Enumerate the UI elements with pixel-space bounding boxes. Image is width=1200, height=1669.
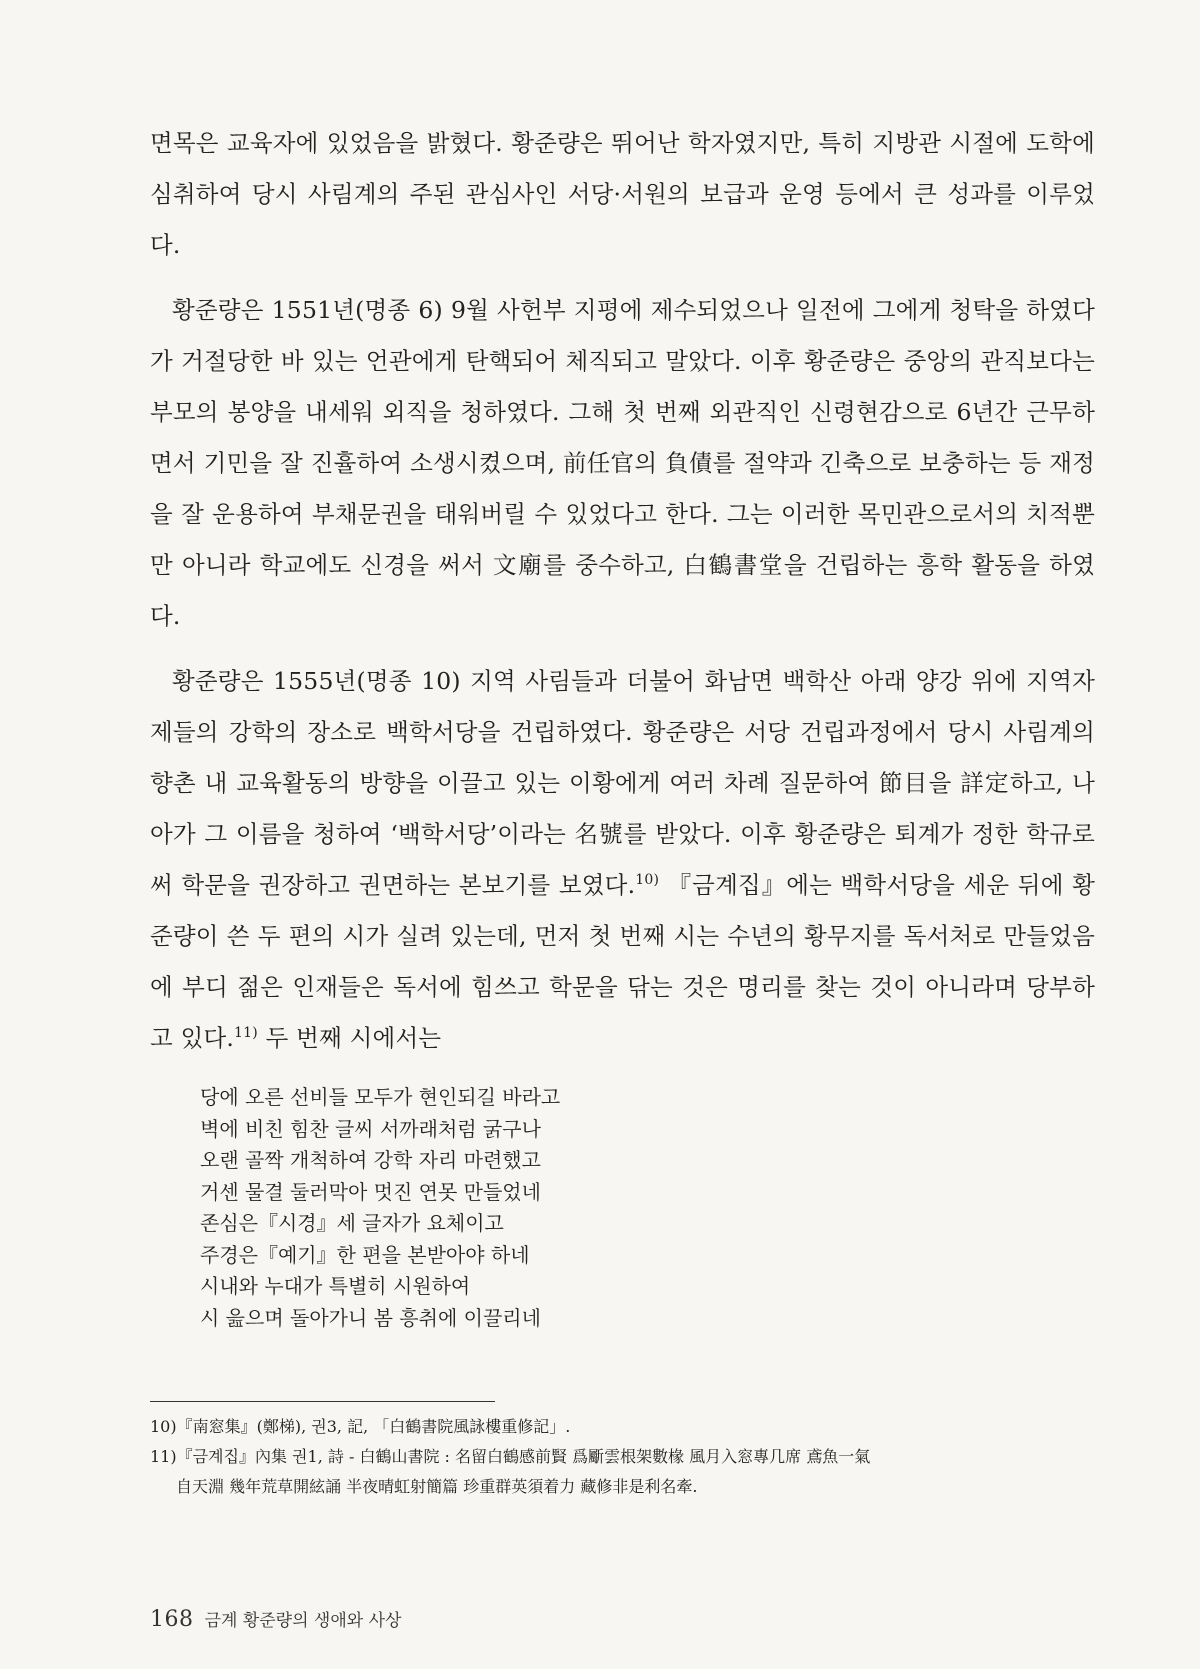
footnotes [150, 1412, 1095, 1502]
poem-line: 주경은『예기』한 편을 본받아야 하네 [200, 1242, 530, 1267]
footnote-ref[interactable]: 10) [635, 872, 660, 888]
footnote-11-continuation: 自天淵 幾年荒草開絃誦 半夜晴虹射簡篇 珍重群英須着力 藏修非是利名牽. [176, 1477, 698, 1496]
paragraph [150, 656, 1095, 1064]
poem-line: 시 읊으며 돌아가니 봄 흥취에 이끌리네 [200, 1305, 541, 1330]
page-number: 168 [150, 1607, 194, 1632]
running-title: 금계 황준량의 생애와 사상 [204, 1611, 402, 1631]
footnote-divider [150, 1401, 495, 1402]
body-text [150, 118, 1095, 1078]
paragraph-text: 황준량은 1555년(명종 10) 지역 사림들과 더불어 화남면 백학산 아래 양강 위에 지역자제들의 강학의 장소로 백학서당을 건립하였다. 황준량은 서당 건립과정에서 당시 사림계의 향촌 내 교육활동의 방향을 이끌고 있는 이황에게 여러 차례 질문하여 節目을 詳定하고, 나아가 그 이름을 청하여 ‘백학서당’이라는 名號를 받았다. 이후 황준량은 퇴계가 정한 학규로써 학문을 권장하고 권면하는 본보기를 보였다. [150, 667, 1095, 899]
footnote-10: 10)『南窓集』(鄭梯), 권3, 記, 「白鶴書院風詠樓重修記」. [150, 1417, 571, 1436]
poem-line: 오랜 골짝 개척하여 강학 자리 마련했고 [200, 1148, 541, 1172]
poem-line: 거센 물결 둘러막아 멋진 연못 만들었네 [200, 1179, 541, 1204]
paragraph: 면목은 교육자에 있었음을 밝혔다. 황준량은 뛰어난 학자였지만, 특히 지방관 시절에 도학에 심취하여 당시 사림계의 주된 관심사인 서당·서원의 보급과 운영 등에서 큰 성과를 이루었다. [150, 129, 1095, 259]
paragraph-text: 두 번째 시에서는 [257, 1024, 442, 1052]
footnote-ref[interactable]: 11) [234, 1025, 258, 1041]
poem-quote [200, 1082, 900, 1334]
poem-line: 존심은『시경』세 글자가 요체이고 [200, 1211, 504, 1235]
paragraph: 황준량은 1551년(명종 6) 9월 사헌부 지평에 제수되었으나 일전에 그에게 청탁을 하였다가 거절당한 바 있는 언관에게 탄핵되어 체직되고 말았다. 이후 황준량은 중앙의 관직보다는 부모의 봉양을 내세워 외직을 청하였다. 그해 첫 번째 외관직인 신령현감으로 6년간 근무하면서 기민을 잘 진휼하여 소생시켰으며, 前任官의 負債를 절약과 긴축으로 보충하는 등 재정을 잘 운용하여 부채문권을 태워버릴 수 있었다고 한다. 그는 이러한 목민관으로서의 치적뿐만 아니라 학교에도 신경을 써서 文廟를 중수하고, 白鶴書堂을 건립하는 흥학 활동을 하였다. [150, 296, 1095, 630]
poem-line: 벽에 비친 힘찬 글씨 서까래처럼 굵구나 [200, 1116, 541, 1141]
footnote-11: 11)『금계집』內集 권1, 詩 - 白鶴山書院 : 名留白鶴感前賢 爲斸雲根架數椽 風月入窓專几席 鳶魚一氣 [150, 1447, 871, 1466]
poem-line: 당에 오른 선비들 모두가 현인되길 바라고 [200, 1085, 561, 1109]
poem-line: 시내와 누대가 특별히 시원하여 [200, 1274, 471, 1298]
page-footer [150, 1606, 401, 1632]
paragraph-text: 『금계집』에는 백학서당을 세운 뒤에 황준량이 쓴 두 편의 시가 실려 있는데, 먼저 첫 번째 시는 수년의 황무지를 독서처로 만들었음에 부디 젊은 인재들은 독서에 힘쓰고 학문을 닦는 것은 명리를 찾는 것이 아니라며 당부하고 있다. [150, 871, 1096, 1052]
